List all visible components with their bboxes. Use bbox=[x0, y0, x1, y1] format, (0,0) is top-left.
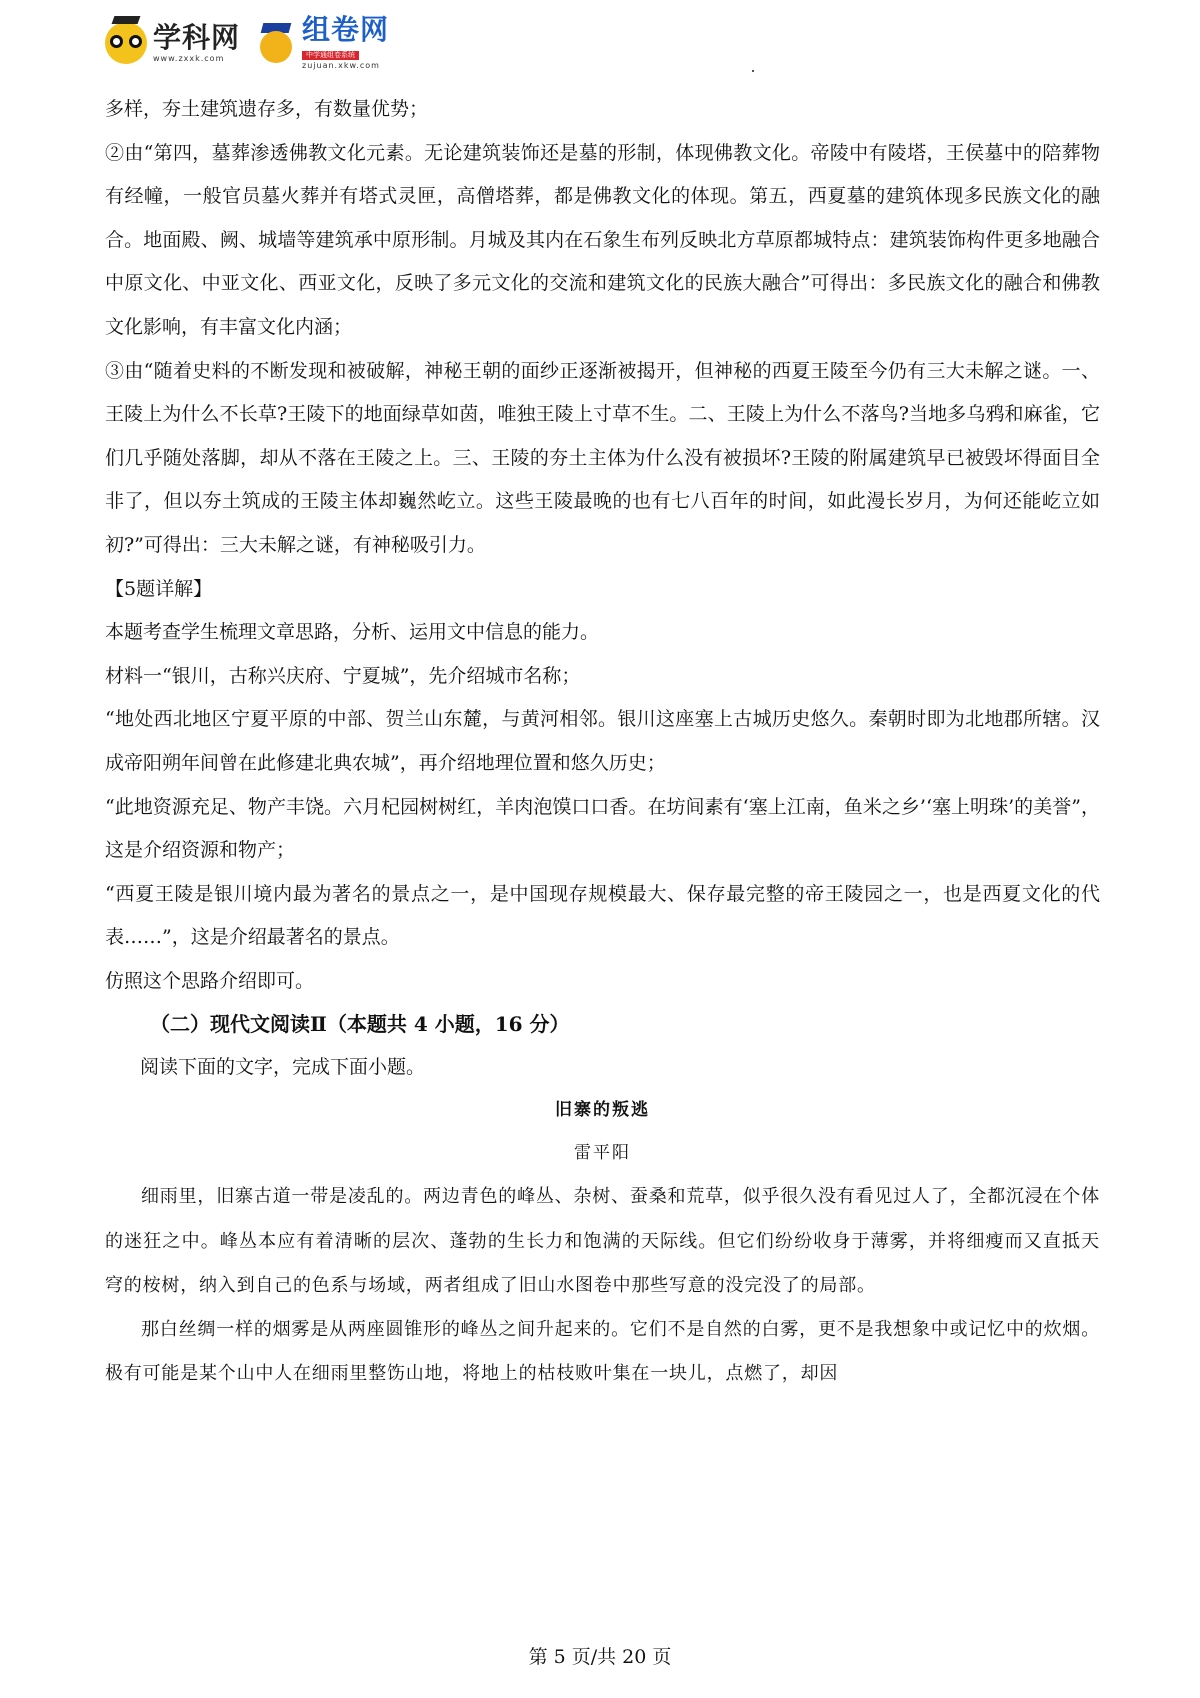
page-header bbox=[105, 13, 390, 70]
article-author: 雷平阳 bbox=[574, 1143, 631, 1164]
body-paragraph: 材料一“银川，古称兴庆府、宁夏城”，先介绍城市名称； bbox=[105, 664, 581, 687]
body-paragraph: 本题考查学生梳理文章思路，分析、运用文中信息的能力。 bbox=[105, 621, 600, 644]
question-heading: 【5题详解】 bbox=[105, 577, 213, 600]
scan-speck bbox=[752, 70, 754, 72]
zxxk-logo-title: 学科网 bbox=[153, 20, 241, 54]
body-paragraph: 多样，夯土建筑遗存多，有数量优势； bbox=[105, 98, 429, 120]
article-paragraph: 那白丝绸一样的烟雾是从两座圆锥形的峰丛之间升起来的。它们不是自然的白雾，更不是我想象中或记忆中的炊烟。极有可能是某个山中人在细雨里整饬山地，将地上的枯枝败叶集在一块儿，点燃了，却因 bbox=[105, 1319, 1100, 1385]
article-paragraph: 细雨里，旧寨古道一带是凌乱的。两边青色的峰丛、杂树、蚕桑和荒草，似乎很久没有看见过人了，全都沉浸在个体的迷狂之中。峰丛本应有着清晰的层次、蓬勃的生长力和饱满的天际线。但它们纷纷收身于薄雾，并将细瘦而又直抵天穹的桉树，纳入到自己的色系与场域，两者组成了旧山水图卷中那些写意的没完没了的局部。 bbox=[105, 1186, 1100, 1296]
article-title: 旧寨的叛逃 bbox=[555, 1100, 650, 1121]
owl-face-icon bbox=[105, 22, 147, 64]
zxxk-logo[interactable] bbox=[105, 22, 240, 64]
body-paragraph: “地处西北地区宁夏平原的中部、贺兰山东麓，与黄河相邻。银川这座塞上古城历史悠久。秦朝时即为北地郡所辖。汉成帝阳朔年间曾在此修建北典农城”，再介绍地理位置和悠久历史； bbox=[105, 708, 1100, 774]
zxxk-logo-url: www.zxxk.com bbox=[153, 53, 225, 63]
student-mascot-icon bbox=[256, 21, 296, 65]
body-paragraph: 仿照这个思路介绍即可。 bbox=[105, 969, 315, 992]
page-number: 第 5 页/共 20 页 bbox=[528, 1646, 672, 1668]
section-title: （二）现代文阅读Ⅱ（本题共 4 小题，16 分） bbox=[150, 1012, 570, 1037]
body-paragraph: “西夏王陵是银川境内最为著名的景点之一，是中国现存规模最大、保存最完整的帝王陵园之一，也是西夏文化的代表……”，这是介绍最著名的景点。 bbox=[105, 882, 1100, 949]
body-paragraph: ②由“第四，墓葬渗透佛教文化元素。无论建筑装饰还是墓的形制，体现佛教文化。帝陵中有陵塔，王侯墓中的陪葬物有经幢，一般官员墓火葬并有塔式灵匣，高僧塔葬，都是佛教文化的体现。第五，西夏墓的建筑体现多民族文化的融合。地面殿、阙、城墙等建筑承中原形制。月城及其内在石象生布列反映北方草原都城特点：建筑装饰构件更多地融合中原文化、中亚文化、西亚文化，反映了多元文化的交流和建筑文化的民族大融合”可得出：多民族文化的融合和佛教文化影响，有丰富文化内涵； bbox=[105, 141, 1100, 338]
zujuan-logo-tagline: 中学通组卷系统 bbox=[302, 51, 359, 60]
zujuan-logo[interactable] bbox=[256, 13, 390, 70]
zujuan-logo-url: zujuan.xkw.com bbox=[302, 61, 380, 70]
reading-instruction: 阅读下面的文字，完成下面小题。 bbox=[140, 1056, 426, 1079]
page-body bbox=[105, 88, 1100, 1396]
body-paragraph: “此地资源充足、物产丰饶。六月杞园树树红，羊肉泡馍口口香。在坊间素有‘塞上江南，鱼米之乡’‘塞上明珠’的美誉”，这是介绍资源和物产； bbox=[105, 795, 1100, 862]
body-paragraph: ③由“随着史料的不断发现和被破解，神秘王朝的面纱正逐渐被揭开，但神秘的西夏王陵至今仍有三大未解之谜。一、王陵上为什么不长草?王陵下的地面绿草如茵，唯独王陵上寸草不生。二、王陵上为什么不落鸟?当地多乌鸦和麻雀，它们几乎随处落脚，却从不落在王陵之上。三、王陵的夯土主体为什么没有被损坏?王陵的附属建筑早已被毁坏得面目全非了，但以夯土筑成的王陵主体却巍然屹立。这些王陵最晚的也有七八百年的时间，如此漫长岁月，为何还能屹立如初?”可得出：三大未解之谜，有神秘吸引力。 bbox=[105, 359, 1100, 556]
zujuan-logo-title: 组卷网 bbox=[302, 13, 390, 46]
